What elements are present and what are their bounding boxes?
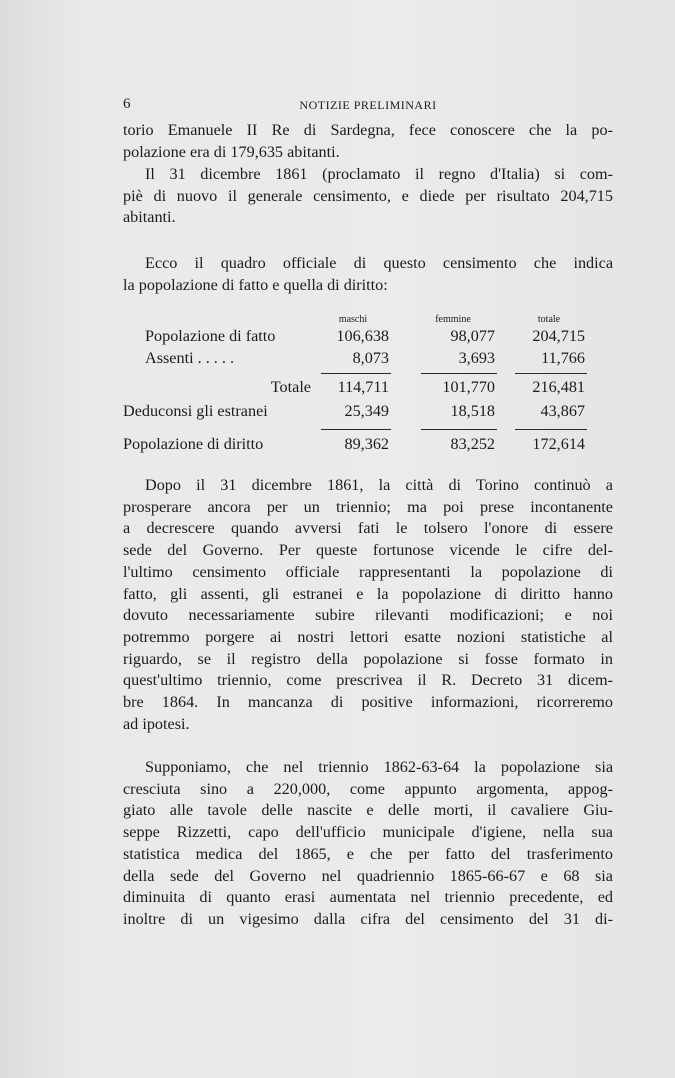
row-label: Popolazione di fatto [145, 327, 276, 345]
text-line: statistica medica del 1865, e che per fatto del trasferimento [123, 844, 613, 863]
text-line: potremmo porgere ai nostri lettori esatte nozioni statistiche al [123, 627, 613, 646]
row-label: Popolazione di diritto [123, 435, 264, 453]
column-header-maschi: maschi [338, 314, 368, 325]
paragraph-continuation [123, 120, 613, 163]
running-title: NOTIZIE PRELIMINARI [299, 98, 437, 112]
text-line: riguardo, se il registro della popolazione si fosse formato in [123, 649, 613, 668]
table-row [123, 400, 613, 422]
column-header-femmine: femmine [435, 314, 471, 325]
text-line: giato alle tavole delle nascite e delle morti, il cavaliere Giu- [123, 801, 613, 820]
text-line: Ecco il quadro officiale di questo censimento che indica [145, 254, 613, 272]
paragraph-census-1861 [123, 164, 613, 229]
paragraph-table-intro [123, 253, 613, 296]
paragraph-hypothesis [123, 757, 613, 931]
page-header [123, 96, 613, 116]
cell-value: 18,518 [450, 402, 495, 420]
text-line: sede del Governo. Per queste fortunose vicende le cifre del- [123, 541, 613, 560]
census-table [123, 306, 613, 466]
column-header-totale: totale [537, 314, 561, 325]
sum-rule [515, 373, 587, 374]
sum-rule [321, 373, 391, 374]
text-line: inoltre di un vigesimo dalla cifra del censimento del 31 di- [123, 909, 613, 928]
text-line: ad ipotesi. [123, 714, 190, 733]
text-line: Dopo il 31 dicembre 1861, la città di Torino continuò a [145, 476, 613, 494]
cell-value: 216,481 [532, 378, 585, 396]
table-row-total [123, 376, 613, 398]
text-line: della sede del Governo nel quadriennio 1865-66-67 e 68 sia [123, 866, 613, 885]
page-number: 6 [123, 96, 131, 112]
row-label: Assenti . . . . . [145, 349, 235, 367]
text-line: dovuto necessariamente subire rilevanti modificazioni; e noi [123, 606, 613, 625]
cell-value: 11,766 [541, 349, 585, 367]
text-line: la popolazione di fatto e quella di diritto: [123, 275, 388, 294]
table-row-result [123, 433, 613, 455]
text-line: Il 31 dicembre 1861 (proclamato il regno d'Italia) si com- [145, 165, 613, 183]
text-line: Supponiamo, che nel triennio 1862-63-64 la popolazione sia [145, 758, 613, 776]
text-line: torio Emanuele II Re di Sardegna, fece conoscere che la po- [123, 121, 613, 139]
text-line: polazione era di 179,635 abitanti. [123, 142, 340, 161]
text-line: seppe Rizzetti, capo dell'ufficio municipale d'igiene, nella sua [123, 823, 613, 842]
text-line: piè di nuovo il generale censimento, e diede per risultato 204,715 [123, 186, 613, 205]
row-label: Totale [270, 378, 311, 396]
text-line: a decrescere quando avversi fati le tolsero l'onore di essere [123, 519, 613, 538]
cell-value: 204,715 [532, 327, 585, 345]
table-row [123, 325, 613, 347]
cell-value: 89,362 [344, 435, 389, 453]
cell-value: 25,349 [344, 402, 389, 420]
cell-value: 106,638 [336, 327, 389, 345]
text-line: diminuita di quanto erasi aumentata nel triennio precedente, ed [123, 888, 613, 907]
paragraph-after-1861 [123, 475, 613, 735]
row-label: Deduconsi gli estranei [123, 402, 268, 420]
text-line: fatto, gli assenti, gli estranei e la popolazione di diritto hanno [123, 584, 613, 603]
sum-rule [421, 373, 497, 374]
sum-rule [421, 429, 497, 430]
cell-value: 3,693 [458, 349, 495, 367]
sum-rule [515, 429, 587, 430]
cell-value: 114,711 [337, 378, 389, 396]
sum-rule [321, 429, 391, 430]
text-line: cresciuta sino a 220,000, come appunto argomenta, appog- [123, 779, 613, 798]
cell-value: 172,614 [532, 435, 585, 453]
text-line: prosperare ancora per un triennio; ma poi prese incontanente [123, 497, 613, 516]
cell-value: 101,770 [442, 378, 495, 396]
cell-value: 98,077 [450, 327, 495, 345]
cell-value: 8,073 [352, 349, 389, 367]
text-line: bre 1864. In mancanza di positive informazioni, ricorreremo [123, 693, 613, 712]
table-row [123, 347, 613, 369]
text-line: l'ultimo censimento officiale rappresentanti la popolazione di [123, 562, 613, 581]
cell-value: 83,252 [450, 435, 495, 453]
text-line: abitanti. [123, 208, 176, 227]
cell-value: 43,867 [540, 402, 585, 420]
text-line: quest'ultimo triennio, come prescrivea il R. Decreto 31 dicem- [123, 671, 613, 690]
